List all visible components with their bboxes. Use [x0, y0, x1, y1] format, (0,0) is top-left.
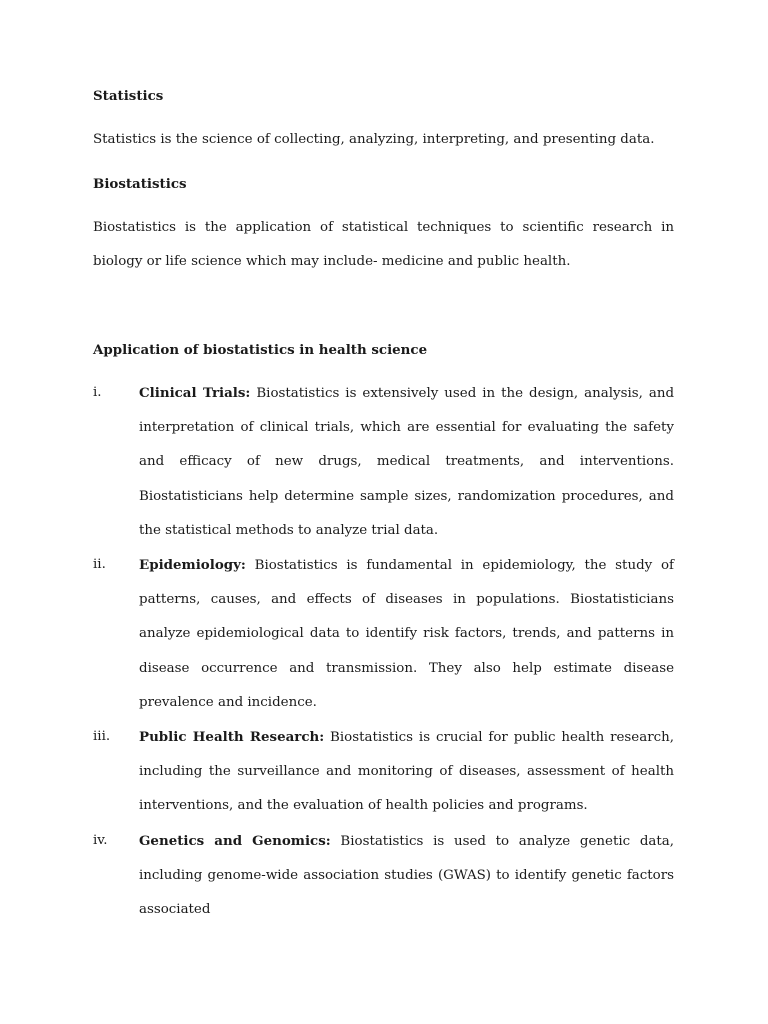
item-body-clinical-trials: Biostatistics is extensively used in the design, analysis, and interpretation of clinical trials, which are essential for evaluating the safety and efficacy of new drugs, medical treatments, and interventions. Biostatisticians help determine sample sizes, randomization procedures, and the statistical methods to analyze trial data. [139, 386, 675, 538]
list-item [93, 720, 674, 824]
list-marker: iv. [93, 832, 108, 848]
item-body-public-health-research: Biostatistics is crucial for public health research, including the surveillance and monitoring of diseases, assessment of health interventions, and the evaluation of health policies and programs. [139, 730, 674, 814]
heading-applications: Application of biostatistics in health science [93, 342, 428, 358]
heading-statistics: Statistics [93, 88, 164, 104]
item-title-public-health-research: Public Health Research: [139, 729, 325, 746]
item-title-clinical-trials: Clinical Trials: [139, 385, 251, 401]
item-title-genetics-genomics: Genetics and Genomics: [139, 832, 331, 849]
statistics-definition: Statistics is the science of collecting, analyzing, interpreting, and presenting data. [93, 132, 655, 147]
item-title-epidemiology: Epidemiology: [139, 557, 246, 574]
applications-list [93, 376, 674, 927]
list-item [93, 824, 674, 928]
item-body-epidemiology: Biostatistics is fundamental in epidemiology, the study of patterns, causes, and effects of diseases in populations. Biostatisticians analyze epidemiological data to identify risk factors, trends, and patterns in disease occurrence and transmission. They also help estimate disease prevalence and incidence. [139, 558, 674, 710]
item-body-genetics-genomics: Biostatistics is used to analyze genetic data, including genome-wide association studies (GWAS) to identify genetic factors associated [139, 833, 674, 918]
list-item [93, 376, 674, 548]
list-marker: ii. [93, 557, 106, 573]
list-marker: iii. [93, 729, 111, 745]
list-marker: i. [93, 385, 102, 400]
biostatistics-definition: Biostatistics is the application of statistical techniques to scientific research in biology or life science which may include- medicine and public health. [93, 220, 674, 270]
list-item [93, 548, 674, 720]
heading-biostatistics: Biostatistics [93, 176, 187, 192]
